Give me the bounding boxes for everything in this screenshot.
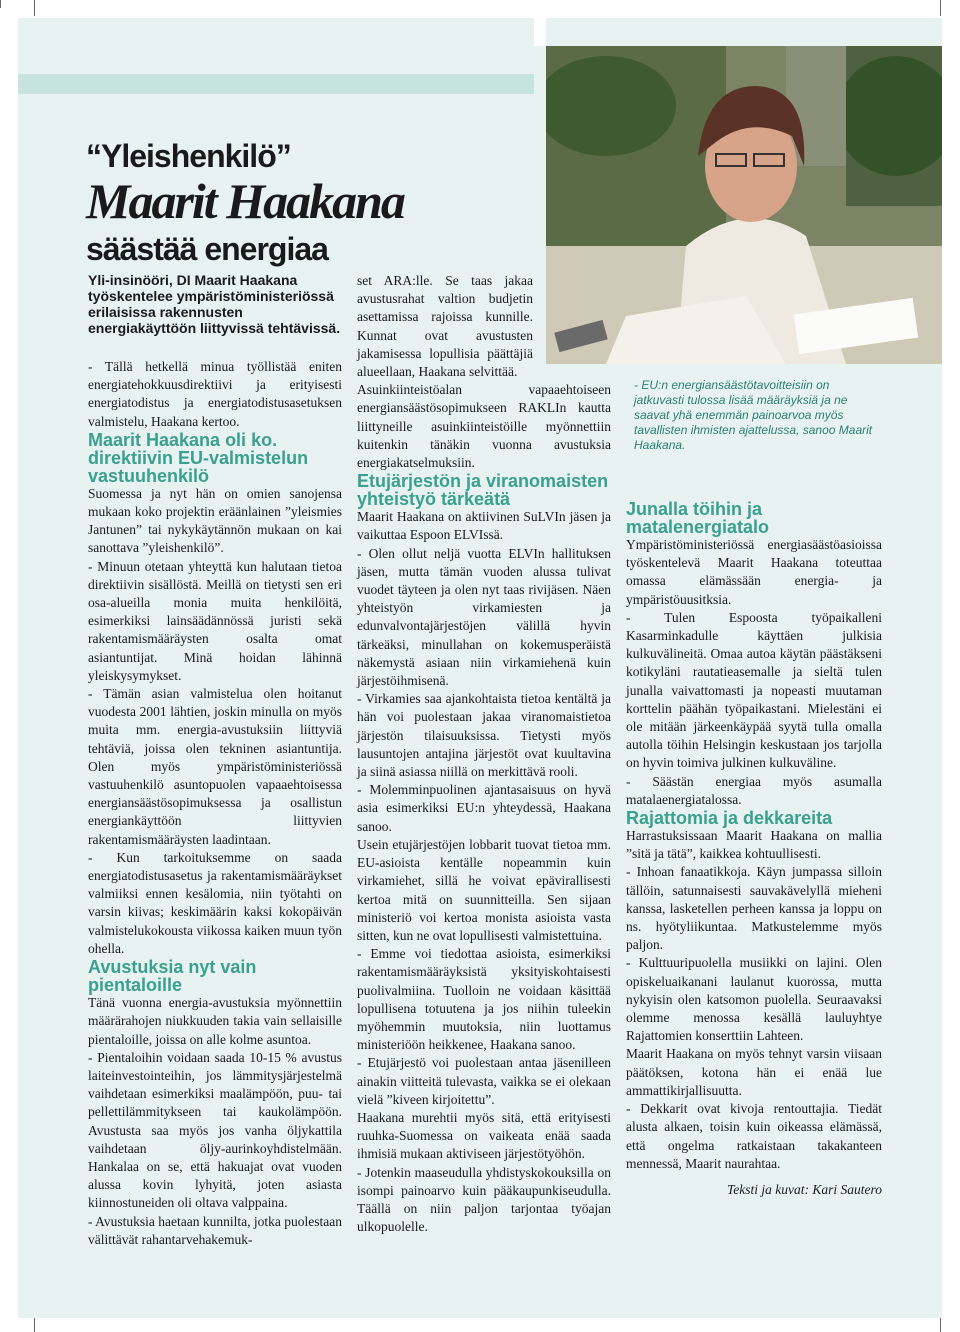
paragraph: - Olen ollut neljä vuotta ELVIn hallituksen jäsen, mutta tämän vuoden alussa tulivat vuodet täyteen ja olen nyt taas rivijäsen. Näen yhteistyön virkamiesten ja edunvalvontajärjestöjen välillä hyvin tärkeäksi, minullahan on kokemusperäistä näkemystä asiaan niin virkamiehenä kuin järjestöihmisenä.: [357, 545, 611, 689]
paragraph: Ympäristöministeriössä energiasäästöasioissa työskentelevä Maarit Haakana toteuttaa omassa elämässään energia- ja ympäristöuusitksia.: [626, 537, 882, 607]
paragraph: Asuinkiinteistöalan vapaaehtoiseen energiansäästösopimukseen RAKLIn kautta liittyneille asuinkiinteistöille myönnettiin kuitenkin tänäkin vuonna avustuksia energiakatselmuksiin.: [357, 382, 611, 471]
paragraph: - Kun tarkoituksemme on saada energiatodistusasetus ja rakentamismääräykset valmiiksi ennen kesälomia, niin työtahti on varsin kiivas; keskimäärin kaksi kokopäivän valmistelukokousta viikossa kaiken muun työn ohella.: [88, 849, 342, 956]
paragraph: Haakana murehtii myös sitä, että erityisesti ruuhka-Suomessa on vaikeata enää saada ihmisiä mukaan aktiviseen järjestötyöhön.: [357, 1109, 611, 1162]
paragraph: Harrastuksissaan Maarit Haakana on mallia ”sitä ja tätä”, kaikkea kohtuullisesti.: [626, 828, 882, 862]
paragraph: - Minuun otetaan yhteyttä kun halutaan tietoa direktiivin sisällöstä. Meillä on tietysti sen eri osa-alueilla monia muita henkilöitä, esimerkiksi lainsäädännössä juristi sekä rakentamismääräysten osalta omat asiantuntijat. Minä hoidan lähinnä yleiskysymykset.: [88, 558, 342, 683]
column-1: [88, 272, 342, 1249]
photo-credit: Teksti ja kuvat: Kari Sautero: [727, 1181, 882, 1197]
paragraph: - Jotenkin maaseudulla yhdistyskokouksilla on isompi painoarvo kuin pääkaupunkiseudulla. Täällä on niin paljon tarjontaa työajan ulkopuolelle.: [357, 1164, 611, 1235]
paragraph: - Tämän asian valmistelua olen hoitanut vuodesta 2001 lähtien, joskin minulla on myös muita mm. energia-avustuksiin liittyviä tehtäviä, joissa olen tekninen asiantuntija. Olen myös ympäristöministeriössä vastuuhenkilö asuntopuolen vapaaehtoisessa energiansäästösopimuksessa ja osallistun energiankäyttöön liittyvien rakentamismääräysten laadintaan.: [88, 686, 342, 847]
title-line3: säästää energiaa: [86, 231, 328, 267]
paragraph: - Kulttuuripuolella musiikki on lajini. Olen opiskeluaikanani laulanut kuorossa, mutta nykyisin olen katsomon puolella. Seuraavaksi olemme menossa kesällä lauluyhtye Rajattomien konserttiin Lahteen.: [626, 955, 882, 1044]
title-line1: “Yleishenkilö”: [86, 138, 291, 174]
subheading: Avustuksia nyt vain pientaloille: [88, 957, 257, 996]
paragraph: - Molemminpuolinen ajantasaisuus on hyvä asia esimerkiksi EU:n yhteydessä, Haakana sanoo.: [357, 782, 611, 834]
paragraph: - Inhoan fanaatikkoja. Käyn jumpassa silloin tällöin, satunnaisesti sauvakävelyllä mieheni kanssa, lasketellen perheen kanssa ja loppu on ns. hyötyliikuntaa. Matkustelemme myös paljon.: [626, 864, 882, 953]
crop-mark: [0, 0, 1, 8]
paragraph: - Dekkarit ovat kivoja rentouttajia. Tiedät alusta alkaen, toisin kuin oikeassa elämässä, että ongelma ratkaistaan takakanteen mennessä, Maarit naurahtaa.: [626, 1101, 882, 1171]
paragraph: - Tällä hetkellä minua työllistää eniten energiatehokkuusdirektiivi ja erityisesti energiatodistus ja energiatodistusasetuksen valmistelu, Haakana kertoo.: [88, 359, 342, 429]
paragraph: Maarit Haakana on myös tehnyt varsin viisaan päätöksen, kotona hän ei enää lue ammattikirjallisuutta.: [626, 1046, 882, 1098]
paragraph: Maarit Haakana on aktiivinen SuLVIn jäsen ja vaikuttaa Espoon ELVIssä.: [357, 509, 611, 543]
paragraph: Tänä vuonna energia-avustuksia myönnettiin määrärahojen niukkuuden takia vain sellaisille pientaloille, joissa on alle kolme asuntoa.: [88, 995, 342, 1047]
paragraph: - Avustuksia haetaan kunnilta, jotka puolestaan välittävät rahantarvehakemuk-: [88, 1213, 342, 1247]
paragraph: Usein etujärjestöjen lobbarit tuovat tietoa mm. EU-asioista kentälle nopeammin kuin virkamiehet, sillä he voivat epävirallisesti kertoa mitä on suunnitteilla. Sen sijaan ministeriö voi kertoa monista asioista vasta sitten, kun ne ovat lopullisesti valmistettuina.: [357, 836, 611, 943]
paragraph: - Tulen Espoosta työpaikalleni Kasarminkadulle käyttäen julkisia kulkuvälineitä. Omaa autoa käytän päästäkseni kotikyläni rautatieasemalle ja sieltä tulen junalla vaivattomasti ja nopeasti muutaman korttelin päähän työpaikastani. Mielestäni ei ole mitään järkeenkäypää syytä tulla omalla autolla töihin Helsingin keskustaan jos tarjolla on hyvin toimiva julkinen kulkuväline.: [626, 609, 882, 771]
crop-mark: [34, 0, 35, 16]
top-band-left: [18, 74, 534, 94]
subheading: Etujärjestön ja viranomaisten yhteistyö tärkeätä: [357, 471, 609, 510]
subheading: Junalla töihin ja matalenergiatalo: [626, 499, 770, 537]
white-stripe: [534, 18, 546, 46]
paragraph: - Säästän energiaa myös asumalla matalaenergiatalossa.: [626, 773, 882, 807]
paragraph: - Etujärjestö voi puolestaan antaa jäsenilleen ainakin viitteitä tulevasta, vaikka se ei olekaan vielä ”kiveen kirjoitettu”.: [357, 1055, 611, 1107]
paragraph: - Emme voi tiedottaa asioista, esimerkiksi rakentamismääräyksistä yksityiskohtaisesti puolivalmiina. Tuolloin ne voidaan käsittää lopullisena totuutena ja jos niihin tuleekin myöhemmin muutoksia, niin luottamus ministeriöön heikkenee, Haakana sanoo.: [357, 946, 611, 1053]
column-2: [357, 272, 611, 1236]
subheading: Maarit Haakana oli ko. direktiivin EU-valmistelun vastuuhenkilö: [88, 429, 309, 486]
paragraph: - Pientaloihin voidaan saada 10-15 % avustus laiteinvestointeihin, jos lämmitysjärjestelmä vaihdetaan esimerkiksi maalämpöön, puu- tai pellettilämmitykseen tai kaukolämpöön. Avustusta saa myös jos vanha öljykattila vaihdetaan öljy-aurinkoyhdistelmään. Hankalaa on se, että hakuajat ovat vuoden alussa kovin lyhyitä, joten asiasta kiinnostuneiden oli oltava valppaina.: [88, 1049, 342, 1211]
subheading: Rajattomia ja dekkareita: [626, 808, 833, 829]
paragraph: Suomessa ja nyt hän on omien sanojensa mukaan koko projektin eräänlainen ”yleismies Jantunen” tai nykykäytännön mukaan on kai sanottava ”yleishenkilö”.: [88, 485, 342, 556]
paragraph: - Virkamies saa ajankohtaista tietoa kentältä ja hän voi puolestaan jakaa viranomaistietoa järjestön tilaisuuksissa. Tietysti myös lausuntojen antajina järjestöt ovat kuultavina ja siinä asiassa niillä on merkittävä rooli.: [357, 691, 611, 780]
title-line2: Maarit Haakana: [86, 173, 404, 229]
column-3: [626, 494, 882, 1199]
crop-mark: [940, 1318, 941, 1332]
crop-mark: [940, 0, 941, 16]
crop-mark: [34, 1318, 35, 1332]
lead-paragraph: Yli-insinööri, DI Maarit Haakana työskentelee ympäristöministeriössä erilaisissa rakennusten energiakäyttöön liittyvissä tehtävissä.: [88, 272, 341, 336]
photo-caption: - EU:n energiansäästötavoitteisiin on jatkuvasti tulossa lisää määräyksiä ja ne saavat yhä enemmän painoarvoa myös tavallisten ihmisten ajattelussa, sanoo Maarit Haakana.: [634, 378, 873, 452]
article-title: [86, 140, 526, 267]
paragraph: set ARA:lle. Se taas jakaa avustusrahat valtion budjetin asettamissa rajoissa kunnille. Kunnat ovat avustusten jakamisessa lopullisia päättäjiä alueellaan, Haakana selvittää.: [357, 273, 533, 380]
